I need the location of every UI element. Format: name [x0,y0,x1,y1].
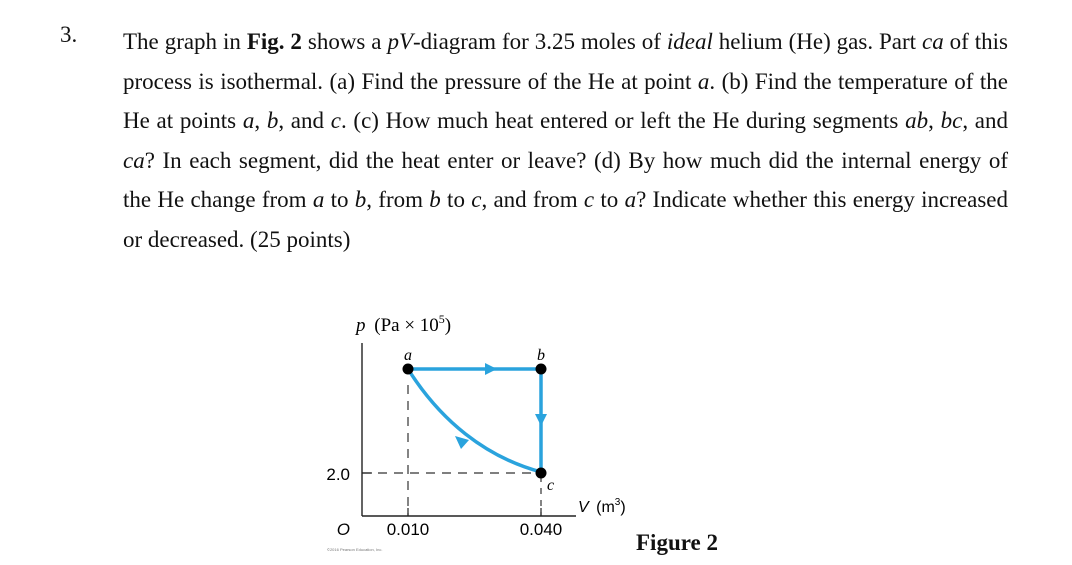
point-a-ref: a [242,108,255,133]
point-a-ref: a [697,68,710,94]
text-run: , from [366,187,430,212]
y-tick-label: 2.0 [326,465,350,484]
text-run: , and from [481,187,584,212]
segment-ca: ca [922,29,944,54]
text-run: to [440,187,472,212]
copyright-notice: ©2016 Pearson Education, Inc. [327,547,383,552]
text-run: helium (He) gas. Part [712,29,922,54]
x-tick-label: 0.010 [386,520,430,539]
question-number: 3. [60,22,78,47]
point-b-ref: b [354,187,367,212]
text-run: ? In each segment, did the heat enter or leave? (d) By how much did the internal energy of the He change from [123,147,1008,212]
arrowhead-bc [535,414,547,426]
figure-reference: Fig. 2 [246,29,302,54]
point-a-ref: a [312,187,325,212]
text-run: , [254,108,267,133]
point-b-ref: b [266,108,279,133]
y-axis-label: p $(Pa \times 10^5)$ [356,312,452,336]
x-tick-label: 0.040 [519,520,563,539]
volume-symbol: V [398,29,414,54]
point-b-ref: b [429,187,441,212]
segment-ab: ab [905,108,929,133]
text-run: . (b) Find the temperature of the He at points [123,68,1008,133]
figure-caption: Figure 2 [636,530,718,555]
x-axis-label: V $(m^3)$ [578,497,626,516]
text-run: of this process is isothermal. (a) Find the pressure of the He at point [123,29,1008,94]
point-a [403,364,414,375]
segment-ca-path [408,369,541,472]
point-c [536,468,547,479]
text-run: The graph in [123,29,247,54]
text-run: , and [962,108,1009,133]
point-c-ref: c [583,187,595,212]
point-c-label: c [547,477,555,494]
point-a-label: a [404,347,412,364]
point-a-ref: a [624,187,637,212]
text-run: , and [278,108,331,133]
ideal-emphasis: ideal [666,29,713,54]
segment-bc: bc [940,108,963,133]
point-b-label: b [537,347,545,364]
text-run: , [928,108,941,133]
segment-ca: ca [123,147,145,173]
arrowhead-ca [455,436,469,449]
text-run: to [594,187,625,212]
origin-label: O [336,520,350,539]
point-c-ref: c [471,187,482,212]
text-run: . (c) How much heat entered or left the He during segments [340,108,906,133]
text-run: ? Indicate whether this energy increased or decreased. (25 points) [123,187,1009,252]
pressure-symbol: p [387,29,399,54]
point-b [536,364,547,375]
point-c-ref: c [330,108,341,133]
text-run: to [324,187,355,212]
arrowhead-ab [485,363,497,375]
text-run: shows a [301,29,388,54]
text-run: -diagram for 3.25 moles of [413,29,667,54]
